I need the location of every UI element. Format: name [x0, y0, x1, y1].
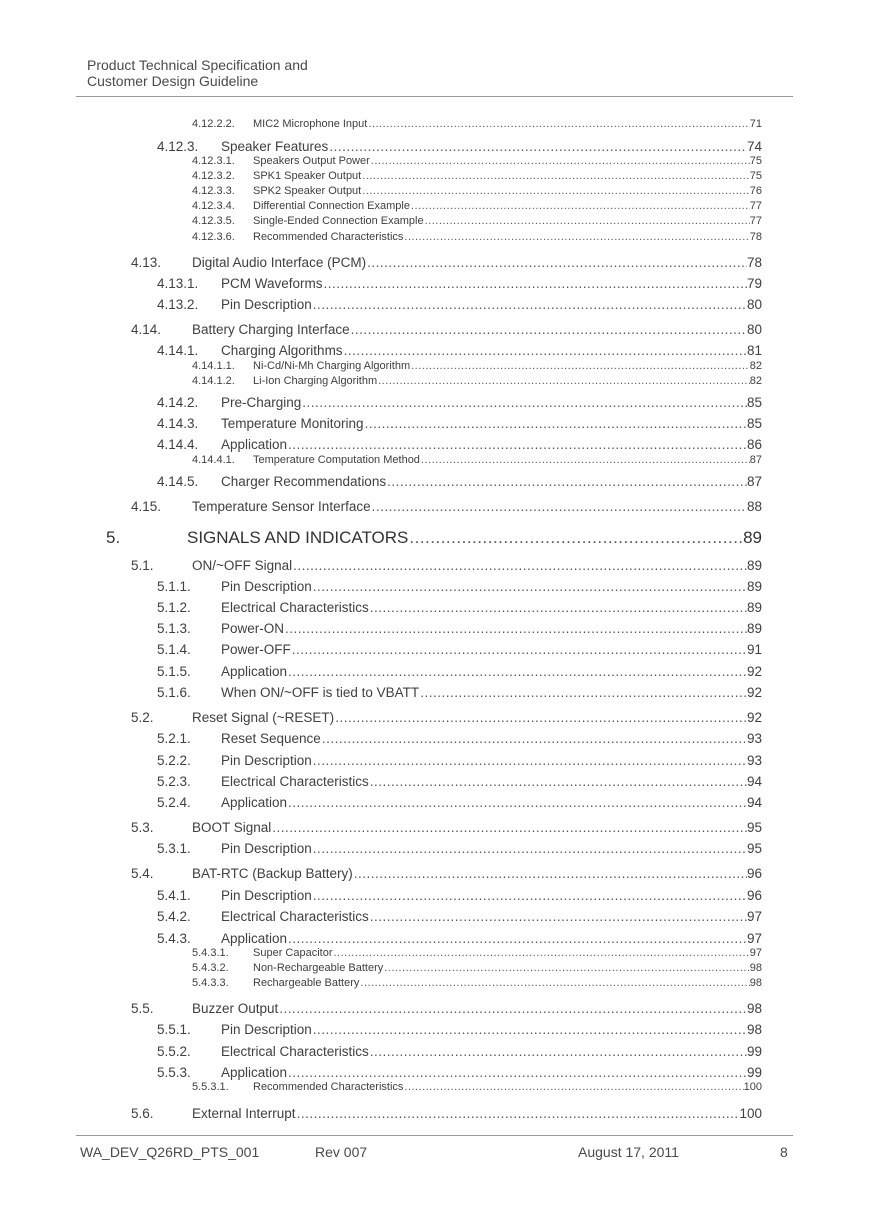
toc-dot-leader — [312, 841, 747, 857]
toc-entry-title: Temperature Sensor Interface — [192, 499, 371, 514]
toc-entry-title: Buzzer Output — [192, 1001, 279, 1016]
toc-entry-title: ON/~OFF Signal — [192, 558, 293, 573]
toc-entry-page: 77 — [749, 200, 762, 212]
toc-entry[interactable] — [157, 731, 762, 747]
toc-dot-leader — [371, 499, 747, 515]
toc-entry-number: 4.12.3.1. — [192, 155, 235, 167]
toc-entry-number: 5.3.1. — [157, 841, 191, 856]
toc-entry-number: 4.14.3. — [157, 416, 199, 431]
toc-entry-title: Electrical Characteristics — [221, 1044, 369, 1059]
toc-dot-leader — [291, 642, 747, 658]
toc-dot-leader — [287, 437, 747, 453]
toc-entry-title: Recommended Characteristics — [253, 1081, 404, 1093]
toc-dot-leader — [361, 170, 750, 183]
toc-entry-number: 5.1.4. — [157, 642, 191, 657]
toc-entry-title: BAT-RTC (Backup Battery) — [192, 866, 353, 881]
toc-entry[interactable] — [131, 710, 762, 726]
toc-dot-leader — [287, 664, 747, 680]
toc-entry-number: 5.4. — [131, 866, 154, 881]
toc-entry-number: 4.12.3.2. — [192, 170, 235, 182]
toc-entry-page: 85 — [746, 395, 762, 410]
toc-entry-number: 5.4.3.1. — [192, 947, 229, 959]
toc-entry-page: 99 — [746, 1065, 762, 1080]
toc-entry[interactable] — [157, 474, 762, 490]
toc-entry-title: Application — [221, 437, 288, 452]
toc-entry-number: 5.2.2. — [157, 753, 191, 768]
toc-dot-leader — [312, 888, 747, 904]
toc-entry-title: SPK2 Speaker Output — [253, 185, 362, 197]
toc-entry-page: 95 — [746, 841, 762, 856]
toc-entry[interactable] — [192, 170, 762, 183]
toc-entry-page: 97 — [749, 947, 762, 959]
toc-entry-number: 5.1.2. — [157, 600, 191, 615]
toc-dot-leader — [410, 360, 750, 373]
toc-entry-page: 94 — [746, 774, 762, 789]
toc-entry-page: 71 — [749, 118, 762, 130]
toc-dot-leader — [312, 579, 747, 595]
toc-entry[interactable] — [157, 888, 762, 904]
toc-entry[interactable] — [157, 416, 762, 432]
toc-entry-number: 5.6. — [131, 1106, 154, 1121]
toc-dot-leader — [312, 297, 747, 313]
toc-entry-page: 85 — [746, 416, 762, 431]
toc-entry[interactable] — [157, 579, 762, 595]
toc-dot-leader — [287, 931, 747, 947]
toc-entry-page: 87 — [749, 454, 762, 466]
toc-entry-title: Pre-Charging — [221, 395, 302, 410]
toc-entry-title: SPK1 Speaker Output — [253, 170, 362, 182]
toc-entry-page: 82 — [749, 375, 762, 387]
toc-entry-page: 81 — [746, 343, 762, 358]
toc-entry-number: 4.14.4.1. — [192, 454, 235, 466]
toc-entry-title: Reset Signal (~RESET) — [192, 710, 335, 725]
page-header — [87, 57, 308, 89]
toc-entry[interactable] — [157, 1065, 762, 1081]
toc-entry-number: 4.14.5. — [157, 474, 199, 489]
toc-entry-title: Power-ON — [221, 621, 285, 636]
toc-entry-page: 97 — [746, 909, 762, 924]
toc-entry-page: 100 — [743, 1081, 762, 1093]
toc-dot-leader — [323, 276, 747, 292]
toc-dot-leader — [424, 215, 750, 228]
toc-entry-number: 4.12.3.3. — [192, 185, 235, 197]
toc-entry-page: 78 — [746, 255, 762, 270]
toc-entry-page: 91 — [746, 642, 762, 657]
toc-entry[interactable] — [157, 276, 762, 292]
toc-entry-title: Temperature Computation Method — [253, 454, 420, 466]
toc-entry-page: 100 — [739, 1106, 762, 1121]
toc-entry-title: Li-Ion Charging Algorithm — [253, 375, 378, 387]
toc-dot-leader — [287, 795, 747, 811]
toc-entry-number: 5.1.6. — [157, 685, 191, 700]
toc-entry[interactable] — [131, 499, 762, 515]
toc-dot-leader — [284, 621, 747, 637]
toc-entry-title: PCM Waveforms — [221, 276, 323, 291]
toc-entry[interactable] — [157, 1022, 762, 1038]
toc-entry[interactable] — [157, 139, 762, 155]
toc-entry-number: 5.4.3. — [157, 931, 191, 946]
toc-entry-page: 88 — [746, 499, 762, 514]
toc-entry-page: 77 — [749, 215, 762, 227]
toc-entry-page: 98 — [749, 962, 762, 974]
toc-entry-page: 89 — [746, 600, 762, 615]
toc-dot-leader — [350, 322, 747, 338]
toc-dot-leader — [296, 1106, 740, 1122]
toc-dot-leader — [353, 866, 747, 882]
toc-entry-number: 4.14.2. — [157, 395, 199, 410]
toc-entry[interactable] — [192, 185, 762, 198]
toc-dot-leader — [369, 909, 747, 925]
toc-entry-title: Application — [221, 664, 288, 679]
toc-entry-page: 80 — [746, 297, 762, 312]
toc-entry-number: 5.2.1. — [157, 731, 191, 746]
toc-entry-number: 5.5.3.1. — [192, 1081, 229, 1093]
toc-entry-title: Super Capacitor — [253, 947, 333, 959]
toc-entry-title: Single-Ended Connection Example — [253, 215, 424, 227]
toc-entry-number: 4.13.1. — [157, 276, 199, 291]
toc-entry-title: Pin Description — [221, 297, 312, 312]
toc-entry[interactable] — [192, 360, 762, 373]
toc-entry[interactable] — [192, 375, 762, 388]
toc-entry-number: 5. — [106, 528, 121, 547]
toc-entry[interactable] — [157, 909, 762, 925]
toc-entry[interactable] — [157, 753, 762, 769]
toc-entry-title: Pin Description — [221, 888, 312, 903]
toc-entry-title: Differential Connection Example — [253, 200, 410, 212]
toc-entry[interactable] — [157, 664, 762, 680]
toc-entry-page: 89 — [743, 528, 762, 547]
toc-entry-number: 5.4.3.2. — [192, 962, 229, 974]
toc-entry[interactable] — [157, 297, 762, 313]
toc-entry-page: 93 — [746, 731, 762, 746]
toc-entry-title: Electrical Characteristics — [221, 600, 369, 615]
toc-dot-leader — [367, 118, 749, 131]
toc-dot-leader — [403, 231, 749, 244]
toc-entry[interactable] — [192, 977, 762, 990]
toc-entry-page: 79 — [746, 276, 762, 291]
toc-entry[interactable] — [157, 343, 762, 359]
toc-entry-number: 5.2.4. — [157, 795, 191, 810]
toc-entry[interactable] — [157, 1044, 762, 1060]
toc-dot-leader — [334, 710, 747, 726]
toc-entry-title: Pin Description — [221, 1022, 312, 1037]
toc-dot-leader — [403, 1081, 743, 1094]
toc-entry[interactable] — [131, 1106, 762, 1122]
toc-entry[interactable] — [157, 685, 762, 701]
toc-entry-page: 96 — [746, 866, 762, 881]
toc-entry-page: 82 — [749, 360, 762, 372]
toc-entry-number: 4.12.3.4. — [192, 200, 235, 212]
toc-entry-title: Temperature Monitoring — [221, 416, 364, 431]
toc-entry-page: 75 — [749, 170, 762, 182]
toc-entry-number: 5.2.3. — [157, 774, 191, 789]
footer-date: August 17, 2011 — [578, 1144, 679, 1160]
toc-entry-title: Pin Description — [221, 579, 312, 594]
toc-entry-number: 5.5.1. — [157, 1022, 191, 1037]
toc-entry-number: 4.14.4. — [157, 437, 199, 452]
toc-entry-title: Battery Charging Interface — [192, 322, 350, 337]
footer-doc-id: WA_DEV_Q26RD_PTS_001 — [80, 1144, 260, 1160]
toc-dot-leader — [369, 774, 747, 790]
toc-dot-leader — [408, 528, 743, 548]
toc-entry-number: 5.5.2. — [157, 1044, 191, 1059]
toc-entry-number: 4.14.1.1. — [192, 360, 235, 372]
toc-dot-leader — [377, 375, 750, 388]
toc-entry-number: 5.4.3.3. — [192, 977, 229, 989]
toc-entry-title: Application — [221, 795, 288, 810]
toc-entry-title: BOOT Signal — [192, 820, 272, 835]
toc-dot-leader — [420, 454, 750, 467]
toc-entry-title: Electrical Characteristics — [221, 909, 369, 924]
toc-entry[interactable] — [192, 454, 762, 467]
toc-entry-number: 4.14. — [131, 322, 162, 337]
toc-entry[interactable] — [157, 642, 762, 658]
toc-entry-page: 89 — [746, 621, 762, 636]
toc-entry[interactable] — [157, 931, 762, 947]
toc-entry[interactable] — [157, 437, 762, 453]
toc-entry-title: Charging Algorithms — [221, 343, 343, 358]
toc-dot-leader — [383, 962, 750, 975]
toc-dot-leader — [366, 255, 747, 271]
toc-entry-number: 5.4.1. — [157, 888, 191, 903]
toc-entry-title: MIC2 Microphone Input — [253, 118, 368, 130]
toc-dot-leader — [361, 185, 750, 198]
toc-entry-number: 5.5.3. — [157, 1065, 191, 1080]
toc-dot-leader — [369, 1044, 747, 1060]
toc-dot-leader — [301, 395, 747, 411]
toc-entry-page: 98 — [746, 1001, 762, 1016]
toc-entry-title: Recommended Characteristics — [253, 231, 404, 243]
toc-entry-page: 99 — [746, 1044, 762, 1059]
toc-entry-title: Ni-Cd/Ni-Mh Charging Algorithm — [253, 360, 411, 372]
toc-entry[interactable] — [131, 255, 762, 271]
toc-dot-leader — [419, 685, 747, 701]
toc-entry-number: 4.13. — [131, 255, 162, 270]
toc-entry[interactable] — [192, 947, 762, 960]
toc-entry[interactable] — [192, 231, 762, 244]
toc-dot-leader — [410, 200, 750, 213]
toc-entry-title: Application — [221, 1065, 288, 1080]
toc-entry[interactable] — [157, 600, 762, 616]
toc-dot-leader — [271, 820, 747, 836]
header-title-line1: Product Technical Specification and — [87, 57, 308, 73]
toc-entry-page: 80 — [746, 322, 762, 337]
toc-dot-leader — [328, 139, 747, 155]
toc-entry-title: Digital Audio Interface (PCM) — [192, 255, 367, 270]
toc-dot-leader — [287, 1065, 747, 1081]
toc-entry[interactable] — [157, 621, 762, 637]
toc-entry-number: 5.2. — [131, 710, 154, 725]
toc-entry-title: Speakers Output Power — [253, 155, 370, 167]
toc-entry-page: 75 — [749, 155, 762, 167]
toc-entry-number: 5.1. — [131, 558, 154, 573]
toc-entry[interactable] — [192, 962, 762, 975]
toc-entry[interactable] — [192, 118, 762, 131]
toc-entry-page: 94 — [746, 795, 762, 810]
footer-page-number: 8 — [780, 1144, 788, 1160]
footer-divider — [76, 1135, 793, 1136]
toc-entry[interactable] — [192, 155, 762, 168]
toc-entry-number: 5.4.2. — [157, 909, 191, 924]
toc-entry-page: 78 — [749, 231, 762, 243]
toc-entry-page: 96 — [746, 888, 762, 903]
toc-entry-number: 5.1.3. — [157, 621, 191, 636]
toc-entry-page: 76 — [749, 185, 762, 197]
toc-entry-number: 4.12.2.2. — [192, 118, 235, 130]
toc-entry[interactable] — [192, 1081, 762, 1094]
toc-dot-leader — [312, 753, 747, 769]
toc-entry-title: External Interrupt — [192, 1106, 296, 1121]
toc-entry-number: 5.1.1. — [157, 579, 191, 594]
toc-dot-leader — [364, 416, 747, 432]
toc-dot-leader — [333, 947, 750, 960]
toc-entry-page: 97 — [746, 931, 762, 946]
toc-entry-page: 98 — [746, 1022, 762, 1037]
toc-entry[interactable] — [157, 795, 762, 811]
toc-entry-page: 95 — [746, 820, 762, 835]
toc-entry-number: 4.12.3.6. — [192, 231, 235, 243]
toc-entry[interactable] — [131, 322, 762, 338]
toc-entry[interactable] — [192, 215, 762, 228]
toc-entry-number: 5.1.5. — [157, 664, 191, 679]
toc-entry[interactable] — [157, 841, 762, 857]
toc-entry-page: 86 — [746, 437, 762, 452]
toc-dot-leader — [369, 600, 747, 616]
toc-entry-number: 4.14.1.2. — [192, 375, 235, 387]
toc-entry-number: 4.15. — [131, 499, 162, 514]
toc-entry-number: 5.5. — [131, 1001, 154, 1016]
toc-entry-title: Rechargeable Battery — [253, 977, 360, 989]
toc-dot-leader — [359, 977, 749, 990]
toc-dot-leader — [343, 343, 747, 359]
toc-entry-title: Pin Description — [221, 841, 312, 856]
toc-entry-page: 92 — [746, 685, 762, 700]
toc-entry[interactable] — [131, 558, 762, 574]
toc-entry[interactable] — [192, 200, 762, 213]
header-title-line2: Customer Design Guideline — [87, 73, 259, 89]
toc-entry-title: Charger Recommendations — [221, 474, 387, 489]
toc-dot-leader — [312, 1022, 747, 1038]
toc-entry-number: 4.13.2. — [157, 297, 199, 312]
toc-entry-page: 92 — [746, 664, 762, 679]
footer-revision: Rev 007 — [315, 1144, 368, 1160]
toc-entry-title: Speaker Features — [221, 139, 329, 154]
toc-entry-page: 87 — [746, 474, 762, 489]
toc-entry-title: Power-OFF — [221, 642, 291, 657]
toc-entry-title: Non-Rechargeable Battery — [253, 962, 384, 974]
toc-entry-page: 98 — [749, 977, 762, 989]
toc-entry[interactable] — [131, 866, 762, 882]
header-divider — [76, 96, 793, 97]
toc-entry[interactable] — [106, 528, 762, 548]
toc-entry[interactable] — [157, 774, 762, 790]
toc-entry-title: Pin Description — [221, 753, 312, 768]
toc-entry[interactable] — [131, 1001, 762, 1017]
toc-entry-title: Electrical Characteristics — [221, 774, 369, 789]
toc-entry[interactable] — [157, 395, 762, 411]
toc-entry-title: When ON/~OFF is tied to VBATT — [221, 685, 420, 700]
toc-dot-leader — [321, 731, 747, 747]
toc-entry-page: 74 — [746, 139, 762, 154]
toc-dot-leader — [278, 1001, 747, 1017]
toc-dot-leader — [370, 155, 750, 168]
toc-entry-title: SIGNALS AND INDICATORS — [187, 528, 409, 547]
toc-entry[interactable] — [131, 820, 762, 836]
toc-entry-title: Application — [221, 931, 288, 946]
toc-entry-number: 4.14.1. — [157, 343, 199, 358]
toc-entry-number: 4.12.3.5. — [192, 215, 235, 227]
toc-entry-page: 89 — [746, 558, 762, 573]
toc-dot-leader — [386, 474, 747, 490]
toc-entry-page: 89 — [746, 579, 762, 594]
toc-entry-page: 92 — [746, 710, 762, 725]
toc-dot-leader — [292, 558, 747, 574]
toc-entry-page: 93 — [746, 753, 762, 768]
toc-entry-number: 4.12.3. — [157, 139, 199, 154]
toc-entry-number: 5.3. — [131, 820, 154, 835]
toc-entry-title: Reset Sequence — [221, 731, 321, 746]
